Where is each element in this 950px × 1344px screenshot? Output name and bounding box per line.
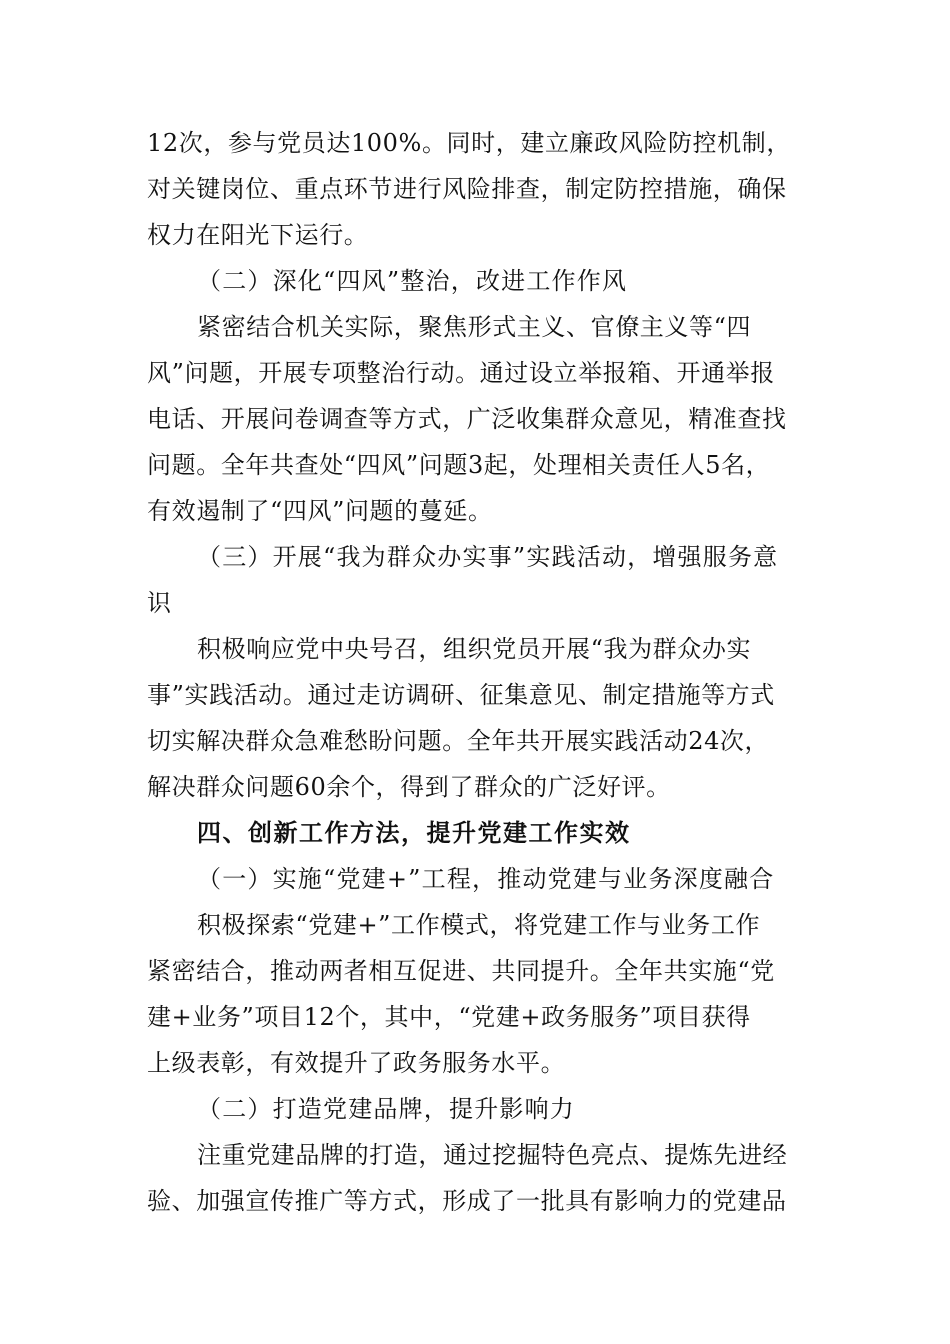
section-subheading: （一）实施“党建+”工程，推动党建与业务深度融合 [197, 865, 775, 893]
body-line: 积极响应党中央号召，组织党员开展“我为群众办实 [197, 635, 752, 663]
body-line: 积极探索“党建+”工作模式，将党建工作与业务工作 [197, 911, 761, 939]
body-line: 12次，参与党员达100%。同时，建立廉政风险防控机制， [147, 129, 791, 157]
section-heading: 四、创新工作方法，提升党建工作实效 [197, 819, 631, 847]
body-line: 上级表彰，有效提升了政务服务水平。 [147, 1049, 566, 1077]
document-body [147, 120, 807, 1224]
body-line: 问题。全年共查处“四风”问题3起，处理相关责任人5名， [147, 451, 771, 479]
body-line: 解决群众问题60余个，得到了群众的广泛好评。 [147, 773, 671, 801]
body-line: 注重党建品牌的打造，通过挖掘特色亮点、提炼先进经 [197, 1141, 788, 1169]
body-line: 电话、开展问卷调查等方式，广泛收集群众意见，精准查找 [147, 405, 787, 433]
body-line: 紧密结合机关实际，聚焦形式主义、官僚主义等“四 [197, 313, 752, 341]
body-line: 风”问题，开展专项整治行动。通过设立举报箱、开通举报 [147, 359, 775, 387]
section-subheading: 识 [147, 589, 173, 617]
body-line: 验、加强宣传推广等方式，形成了一批具有影响力的党建品 [147, 1187, 787, 1215]
body-line: 权力在阳光下运行。 [147, 221, 369, 249]
body-line: 建+业务”项目12个，其中，“党建+政务服务”项目获得 [147, 1003, 751, 1031]
section-subheading: （二）打造党建品牌，提升影响力 [197, 1095, 575, 1123]
section-subheading: （三）开展“我为群众办实事”实践活动，增强服务意 [197, 543, 779, 571]
section-subheading: （二）深化“四风”整治，改进工作作风 [197, 267, 628, 295]
body-line: 有效遏制了“四风”问题的蔓延。 [147, 497, 493, 525]
body-line: 紧密结合，推动两者相互促进、共同提升。全年共实施“党 [147, 957, 775, 985]
body-line: 对关键岗位、重点环节进行风险排查，制定防控措施，确保 [147, 175, 787, 203]
body-line: 切实解决群众急难愁盼问题。全年共开展实践活动24次， [147, 727, 770, 755]
body-line: 事”实践活动。通过走访调研、征集意见、制定措施等方式 [147, 681, 775, 709]
